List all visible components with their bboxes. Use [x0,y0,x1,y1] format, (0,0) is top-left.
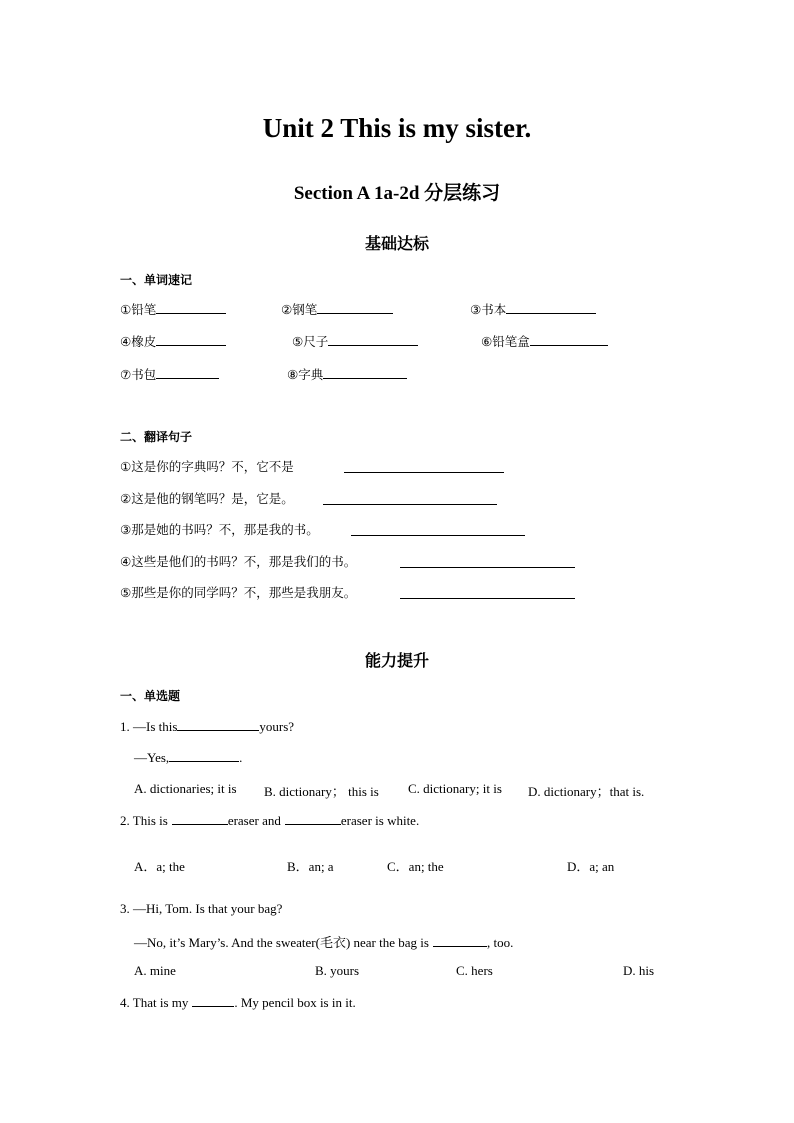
question-text: . [239,750,243,765]
question-text: 2. This is [120,813,168,828]
translate-item [120,583,356,601]
option-d[interactable]: D. dictionary；that is. [528,784,645,799]
section-heading-advanced: 能力提升 [364,651,429,670]
translate-item [120,520,319,538]
vocab-item [470,300,596,318]
option-b[interactable]: B．an; a [287,859,334,874]
question-text: 4. That is my [120,995,189,1010]
translate-blank[interactable] [323,492,497,505]
option-c[interactable]: C. hers [456,963,493,978]
translate-item [120,552,356,570]
vocab-label: ⑤尺子 [292,334,329,349]
vocab-label: ⑦书包 [120,367,157,382]
question-1-answer [134,749,242,766]
option-c[interactable]: C．an; the [387,859,444,874]
question-text: —No, it’s Mary’s. And the sweater(毛衣) near the bag is [134,935,429,950]
translate-item [120,489,294,507]
vocab-label: ②钢笔 [281,302,318,317]
answer-blank[interactable] [192,994,234,1007]
vocab-blank[interactable] [156,333,226,346]
question-3-answer [134,932,513,951]
answer-blank[interactable] [172,812,228,825]
part-heading-translate: 二、翻译句子 [120,430,193,444]
vocab-label: ⑧字典 [287,367,324,382]
translate-prompt: ⑤那些是你的同学吗？不，那些是我朋友。 [120,585,357,600]
option-c[interactable]: C. dictionary; it is [408,781,502,796]
vocab-label: ①铅笔 [120,302,157,317]
option-a[interactable]: A. dictionaries; it is [134,781,237,796]
answer-blank[interactable] [169,749,239,762]
vocab-item [120,300,226,318]
translate-prompt: ①这是你的字典吗？不，它不是 [120,459,294,474]
vocab-blank[interactable] [323,366,407,379]
answer-blank[interactable] [433,934,487,947]
part-heading-vocab: 一、单词速记 [120,273,193,287]
vocab-label: ④橡皮 [120,334,157,349]
question-1-stem [120,718,294,735]
question-text: , too. [486,935,514,950]
part-heading-mcq: 一、单选题 [120,689,181,703]
vocab-label: ⑥铅笔盒 [481,334,530,349]
vocab-item [481,332,608,350]
translate-item [120,457,294,475]
question-text: yours? [259,719,295,734]
vocab-label: ③书本 [470,302,507,317]
vocab-item [120,365,219,383]
vocab-blank[interactable] [328,333,418,346]
question-text: eraser is white. [340,813,420,828]
translate-blank[interactable] [400,555,575,568]
option-b[interactable]: B. dictionary； this is [264,784,379,799]
section-heading-basic: 基础达标 [364,234,429,253]
vocab-item [292,332,418,350]
page-title: Unit 2 This is my sister. [262,113,532,143]
option-a[interactable]: A．a; the [134,859,185,874]
question-text: eraser and [227,813,281,828]
option-d[interactable]: D. his [623,963,655,978]
vocab-blank[interactable] [317,301,393,314]
vocab-blank[interactable] [156,366,219,379]
answer-blank[interactable] [285,812,341,825]
vocab-blank[interactable] [506,301,596,314]
translate-prompt: ②这是他的钢笔吗？是，它是。 [120,491,294,506]
answer-blank[interactable] [177,718,259,731]
question-text: 1. —Is this [120,719,178,734]
question-2-stem [120,812,419,829]
option-b[interactable]: B. yours [315,963,360,978]
vocab-item [287,365,407,383]
translate-prompt: ③那是她的书吗？不，那是我的书。 [120,522,319,537]
page-subtitle: Section A 1a-2d 分层练习 [293,183,501,204]
vocab-item [281,300,393,318]
vocab-blank[interactable] [156,301,226,314]
translate-blank[interactable] [344,460,504,473]
translate-blank[interactable] [351,523,525,536]
question-4-stem [120,994,356,1011]
option-d[interactable]: D．a; an [567,859,615,874]
question-3-stem: 3. —Hi, Tom. Is that your bag? [120,901,283,916]
vocab-item [120,332,226,350]
question-text: —Yes, [134,750,170,765]
translate-prompt: ④这些是他们的书吗？不，那是我们的书。 [120,554,357,569]
translate-blank[interactable] [400,586,575,599]
vocab-blank[interactable] [530,333,608,346]
question-text: . My pencil box is in it. [234,995,356,1010]
option-a[interactable]: A. mine [134,963,176,978]
